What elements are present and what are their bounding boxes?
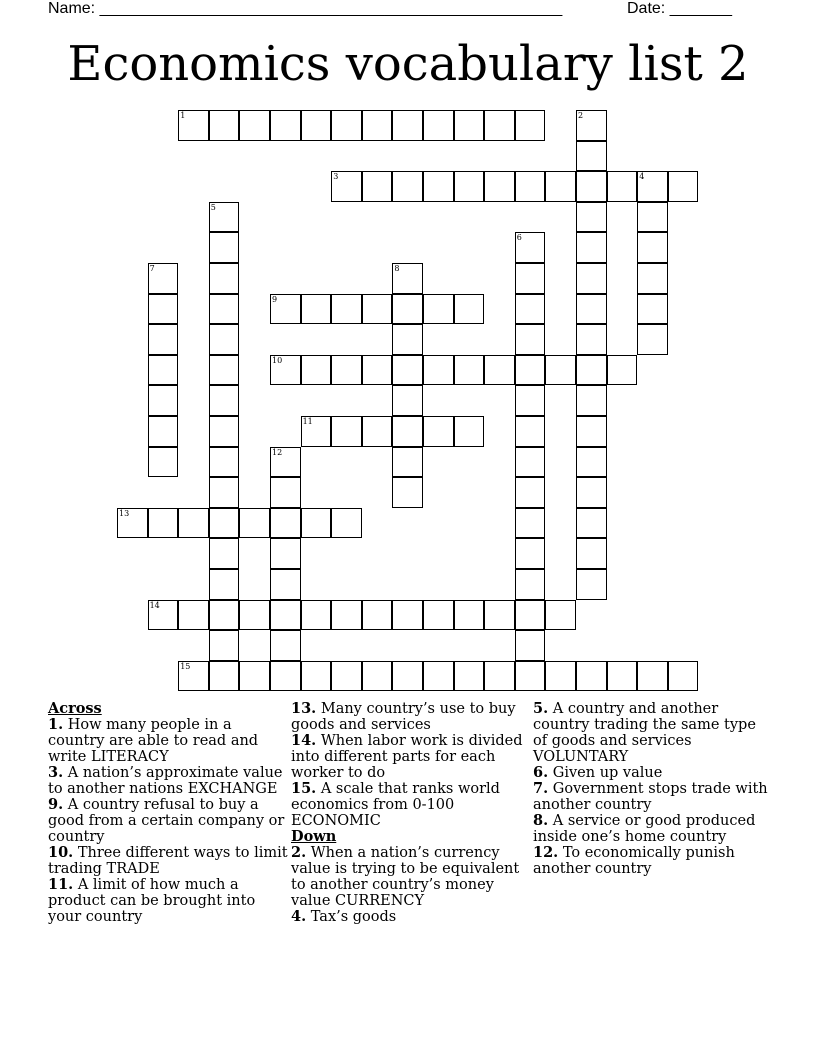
across-clue-10 xyxy=(48,845,288,877)
grid-cell[interactable] xyxy=(515,447,546,478)
grid-cell[interactable] xyxy=(239,110,270,141)
grid-cell[interactable] xyxy=(270,447,301,478)
across-clue-14 xyxy=(291,733,523,781)
grid-cell[interactable] xyxy=(392,600,423,631)
clue-text: A scale that ranks world economics from 0-100 ECONOMIC xyxy=(291,781,500,829)
grid-cell[interactable] xyxy=(515,263,546,294)
cell-number: 10 xyxy=(272,355,283,365)
grid-cell[interactable] xyxy=(178,661,209,692)
grid-cell[interactable] xyxy=(392,477,423,508)
grid-cell[interactable] xyxy=(607,661,638,692)
grid-cell[interactable] xyxy=(209,508,240,539)
grid-cell[interactable] xyxy=(454,355,485,386)
grid-cell[interactable] xyxy=(392,355,423,386)
grid-cell[interactable] xyxy=(515,569,546,600)
clue-text: To economically punish another country xyxy=(533,845,735,877)
grid-cell[interactable] xyxy=(148,600,179,631)
down-clue-6 xyxy=(533,765,773,781)
grid-cell[interactable] xyxy=(576,447,607,478)
grid-cell[interactable] xyxy=(209,477,240,508)
grid-cell[interactable] xyxy=(270,630,301,661)
cell-number: 13 xyxy=(119,508,130,518)
grid-cell[interactable] xyxy=(362,355,393,386)
grid-cell[interactable] xyxy=(484,661,515,692)
grid-cell[interactable] xyxy=(423,171,454,202)
grid-cell[interactable] xyxy=(331,600,362,631)
grid-cell[interactable] xyxy=(331,294,362,325)
cell-number: 9 xyxy=(272,294,278,304)
grid-cell[interactable] xyxy=(576,202,607,233)
grid-cell[interactable] xyxy=(331,508,362,539)
grid-cell[interactable] xyxy=(545,171,576,202)
grid-cell[interactable] xyxy=(209,324,240,355)
grid-cell[interactable] xyxy=(515,538,546,569)
cell-number: 5 xyxy=(210,202,216,212)
grid-cell[interactable] xyxy=(148,355,179,386)
grid-cell[interactable] xyxy=(454,110,485,141)
grid-cell[interactable] xyxy=(515,416,546,447)
grid-cell[interactable] xyxy=(148,508,179,539)
grid-cell[interactable] xyxy=(148,447,179,478)
grid-cell[interactable] xyxy=(607,355,638,386)
grid-cell[interactable] xyxy=(515,600,546,631)
cell-number: 8 xyxy=(394,264,400,273)
clue-number: 5. xyxy=(533,700,549,717)
down-clue-7 xyxy=(533,781,773,813)
grid-cell[interactable] xyxy=(392,324,423,355)
grid-cell[interactable] xyxy=(178,110,209,141)
across-heading: Across xyxy=(48,700,102,717)
grid-cell[interactable] xyxy=(209,232,240,263)
grid-cell[interactable] xyxy=(270,600,301,631)
grid-cell[interactable] xyxy=(423,110,454,141)
across-clue-15 xyxy=(291,781,523,829)
grid-cell[interactable] xyxy=(301,294,332,325)
down-clue-4 xyxy=(291,909,523,925)
clue-number: 8. xyxy=(533,812,549,829)
grid-cell[interactable] xyxy=(576,385,607,416)
grid-cell[interactable] xyxy=(392,110,423,141)
grid-cell[interactable] xyxy=(637,324,668,355)
grid-cell[interactable] xyxy=(209,569,240,600)
grid-cell[interactable] xyxy=(301,110,332,141)
grid-cell[interactable] xyxy=(515,630,546,661)
grid-cell[interactable] xyxy=(637,661,668,692)
grid-cell[interactable] xyxy=(209,600,240,631)
grid-cell[interactable] xyxy=(576,661,607,692)
grid-cell[interactable] xyxy=(331,171,362,202)
grid-cell[interactable] xyxy=(178,508,209,539)
grid-cell[interactable] xyxy=(178,600,209,631)
grid-cell[interactable] xyxy=(576,171,607,202)
grid-cell[interactable] xyxy=(392,294,423,325)
grid-cell[interactable] xyxy=(209,447,240,478)
clue-text: A country and another country trading the same type of goods and services VOLUNTARY xyxy=(533,701,756,765)
grid-cell[interactable] xyxy=(576,263,607,294)
clue-text: Given up value xyxy=(552,765,663,781)
grid-cell[interactable] xyxy=(545,355,576,386)
grid-cell[interactable] xyxy=(209,263,240,294)
grid-cell[interactable] xyxy=(423,600,454,631)
grid-cell[interactable] xyxy=(331,110,362,141)
clues-column-3 xyxy=(533,701,773,877)
clue-number: 10. xyxy=(48,844,74,861)
grid-cell[interactable] xyxy=(515,294,546,325)
clue-text: Government stops trade with another country xyxy=(533,781,768,813)
clue-number: 1. xyxy=(48,716,64,733)
grid-cell[interactable] xyxy=(668,171,699,202)
clue-number: 3. xyxy=(48,764,64,781)
grid-cell[interactable] xyxy=(392,447,423,478)
grid-cell[interactable] xyxy=(239,508,270,539)
grid-cell[interactable] xyxy=(209,385,240,416)
clue-number: 13. xyxy=(291,700,317,717)
clue-text: Three different ways to limit trading TRADE xyxy=(48,845,288,877)
clue-text: A service or good produced inside one’s home country xyxy=(533,813,756,845)
clue-text: When a nation’s currency value is trying to be equivalent to another country’s money value CURRENCY xyxy=(291,845,520,909)
across-clue-1 xyxy=(48,717,288,765)
grid-cell[interactable] xyxy=(331,661,362,692)
cell-number: 12 xyxy=(272,447,283,457)
grid-cell[interactable] xyxy=(423,661,454,692)
clues-column-2 xyxy=(291,701,523,925)
grid-cell[interactable] xyxy=(301,508,332,539)
clue-number: 9. xyxy=(48,796,64,813)
grid-cell[interactable] xyxy=(239,661,270,692)
grid-cell[interactable] xyxy=(392,661,423,692)
grid-cell[interactable] xyxy=(484,355,515,386)
grid-cell[interactable] xyxy=(209,661,240,692)
clue-text: When labor work is divided into different parts for each worker to do xyxy=(291,733,523,781)
grid-cell[interactable] xyxy=(362,416,393,447)
down-clue-2 xyxy=(291,845,523,909)
grid-cell[interactable] xyxy=(209,202,240,233)
clue-number: 2. xyxy=(291,844,307,861)
down-heading: Down xyxy=(291,828,337,845)
grid-cell[interactable] xyxy=(637,232,668,263)
grid-cell[interactable] xyxy=(454,661,485,692)
grid-cell[interactable] xyxy=(423,294,454,325)
clue-number: 7. xyxy=(533,780,549,797)
grid-cell[interactable] xyxy=(637,202,668,233)
grid-cell[interactable] xyxy=(392,385,423,416)
clue-text: Many country’s use to buy goods and services xyxy=(291,701,516,733)
grid-cell[interactable] xyxy=(301,355,332,386)
grid-cell[interactable] xyxy=(576,355,607,386)
grid-cell[interactable] xyxy=(209,110,240,141)
grid-cell[interactable] xyxy=(239,600,270,631)
across-clue-9 xyxy=(48,797,288,845)
grid-cell[interactable] xyxy=(301,416,332,447)
grid-cell[interactable] xyxy=(668,661,699,692)
grid-cell[interactable] xyxy=(607,171,638,202)
cell-number: 7 xyxy=(149,264,155,273)
grid-cell[interactable] xyxy=(576,477,607,508)
grid-cell[interactable] xyxy=(392,171,423,202)
grid-cell[interactable] xyxy=(392,416,423,447)
grid-cell[interactable] xyxy=(270,508,301,539)
grid-cell[interactable] xyxy=(454,600,485,631)
grid-cell[interactable] xyxy=(148,294,179,325)
clue-text: How many people in a country are able to read and write LITERACY xyxy=(48,717,259,765)
grid-cell[interactable] xyxy=(576,324,607,355)
grid-cell[interactable] xyxy=(576,569,607,600)
grid-cell[interactable] xyxy=(454,171,485,202)
grid-cell[interactable] xyxy=(270,110,301,141)
grid-cell[interactable] xyxy=(637,294,668,325)
grid-cell[interactable] xyxy=(484,110,515,141)
grid-cell[interactable] xyxy=(515,324,546,355)
grid-cell[interactable] xyxy=(362,600,393,631)
grid-cell[interactable] xyxy=(392,263,423,294)
grid-cell[interactable] xyxy=(545,661,576,692)
grid-cell[interactable] xyxy=(454,416,485,447)
down-clue-12 xyxy=(533,845,773,877)
grid-cell[interactable] xyxy=(576,110,607,141)
grid-cell[interactable] xyxy=(270,477,301,508)
grid-cell[interactable] xyxy=(454,294,485,325)
grid-cell[interactable] xyxy=(270,538,301,569)
clue-number: 11. xyxy=(48,876,74,893)
cell-number: 2 xyxy=(578,111,584,120)
clue-number: 12. xyxy=(533,844,559,861)
grid-cell[interactable] xyxy=(270,355,301,386)
clues-column-1 xyxy=(48,701,288,925)
clue-text: A nation’s approximate value to another nations EXCHANGE xyxy=(48,765,283,797)
grid-cell[interactable] xyxy=(515,508,546,539)
grid-cell[interactable] xyxy=(301,600,332,631)
grid-cell[interactable] xyxy=(515,385,546,416)
date-line[interactable]: Date: _______ xyxy=(627,0,732,17)
name-line[interactable]: Name: ____________________________________________________ xyxy=(48,0,563,17)
clue-text: A country refusal to buy a good from a certain company or country xyxy=(48,797,285,845)
grid-cell[interactable] xyxy=(515,355,546,386)
down-clue-5 xyxy=(533,701,773,765)
grid-cell[interactable] xyxy=(362,294,393,325)
grid-cell[interactable] xyxy=(117,508,148,539)
grid-cell[interactable] xyxy=(576,508,607,539)
grid-cell[interactable] xyxy=(301,661,332,692)
cell-number: 11 xyxy=(302,417,313,426)
grid-cell[interactable] xyxy=(515,477,546,508)
grid-cell[interactable] xyxy=(362,171,393,202)
cell-number: 15 xyxy=(180,661,191,671)
grid-cell[interactable] xyxy=(148,385,179,416)
clue-text: A limit of how much a product can be brought into your country xyxy=(48,877,256,925)
grid-cell[interactable] xyxy=(423,416,454,447)
grid-cell[interactable] xyxy=(148,416,179,447)
down-clue-8 xyxy=(533,813,773,845)
grid-cell[interactable] xyxy=(423,355,454,386)
grid-cell[interactable] xyxy=(148,324,179,355)
grid-cell[interactable] xyxy=(331,416,362,447)
across-clue-11 xyxy=(48,877,288,925)
across-clue-13 xyxy=(291,701,523,733)
clue-number: 15. xyxy=(291,780,317,797)
grid-cell[interactable] xyxy=(331,355,362,386)
grid-cell[interactable] xyxy=(209,294,240,325)
cell-number: 6 xyxy=(516,233,522,243)
grid-cell[interactable] xyxy=(148,263,179,294)
grid-cell[interactable] xyxy=(545,600,576,631)
grid-cell[interactable] xyxy=(362,110,393,141)
grid-cell[interactable] xyxy=(515,110,546,141)
across-clue-3 xyxy=(48,765,288,797)
grid-cell[interactable] xyxy=(270,661,301,692)
grid-cell[interactable] xyxy=(576,232,607,263)
grid-cell[interactable] xyxy=(576,141,607,172)
grid-cell[interactable] xyxy=(270,569,301,600)
clue-number: 6. xyxy=(533,764,549,781)
grid-cell[interactable] xyxy=(576,416,607,447)
clue-number: 14. xyxy=(291,732,317,749)
worksheet-title: Economics vocabulary list 2 xyxy=(67,36,749,92)
grid-cell[interactable] xyxy=(484,171,515,202)
grid-cell[interactable] xyxy=(515,232,546,263)
grid-cell[interactable] xyxy=(209,538,240,569)
cell-number: 4 xyxy=(639,172,645,182)
grid-cell[interactable] xyxy=(209,416,240,447)
grid-cell[interactable] xyxy=(362,661,393,692)
cell-number: 1 xyxy=(180,111,186,120)
cell-number: 3 xyxy=(333,172,339,182)
clue-number: 4. xyxy=(291,908,307,925)
grid-cell[interactable] xyxy=(515,171,546,202)
grid-cell[interactable] xyxy=(270,294,301,325)
grid-cell[interactable] xyxy=(209,355,240,386)
cell-number: 14 xyxy=(149,600,160,610)
grid-cell[interactable] xyxy=(637,263,668,294)
grid-cell[interactable] xyxy=(209,630,240,661)
grid-cell[interactable] xyxy=(637,171,668,202)
grid-cell[interactable] xyxy=(484,600,515,631)
grid-cell[interactable] xyxy=(576,538,607,569)
grid-cell[interactable] xyxy=(515,661,546,692)
grid-cell[interactable] xyxy=(576,294,607,325)
clue-text: Tax’s goods xyxy=(310,909,397,925)
